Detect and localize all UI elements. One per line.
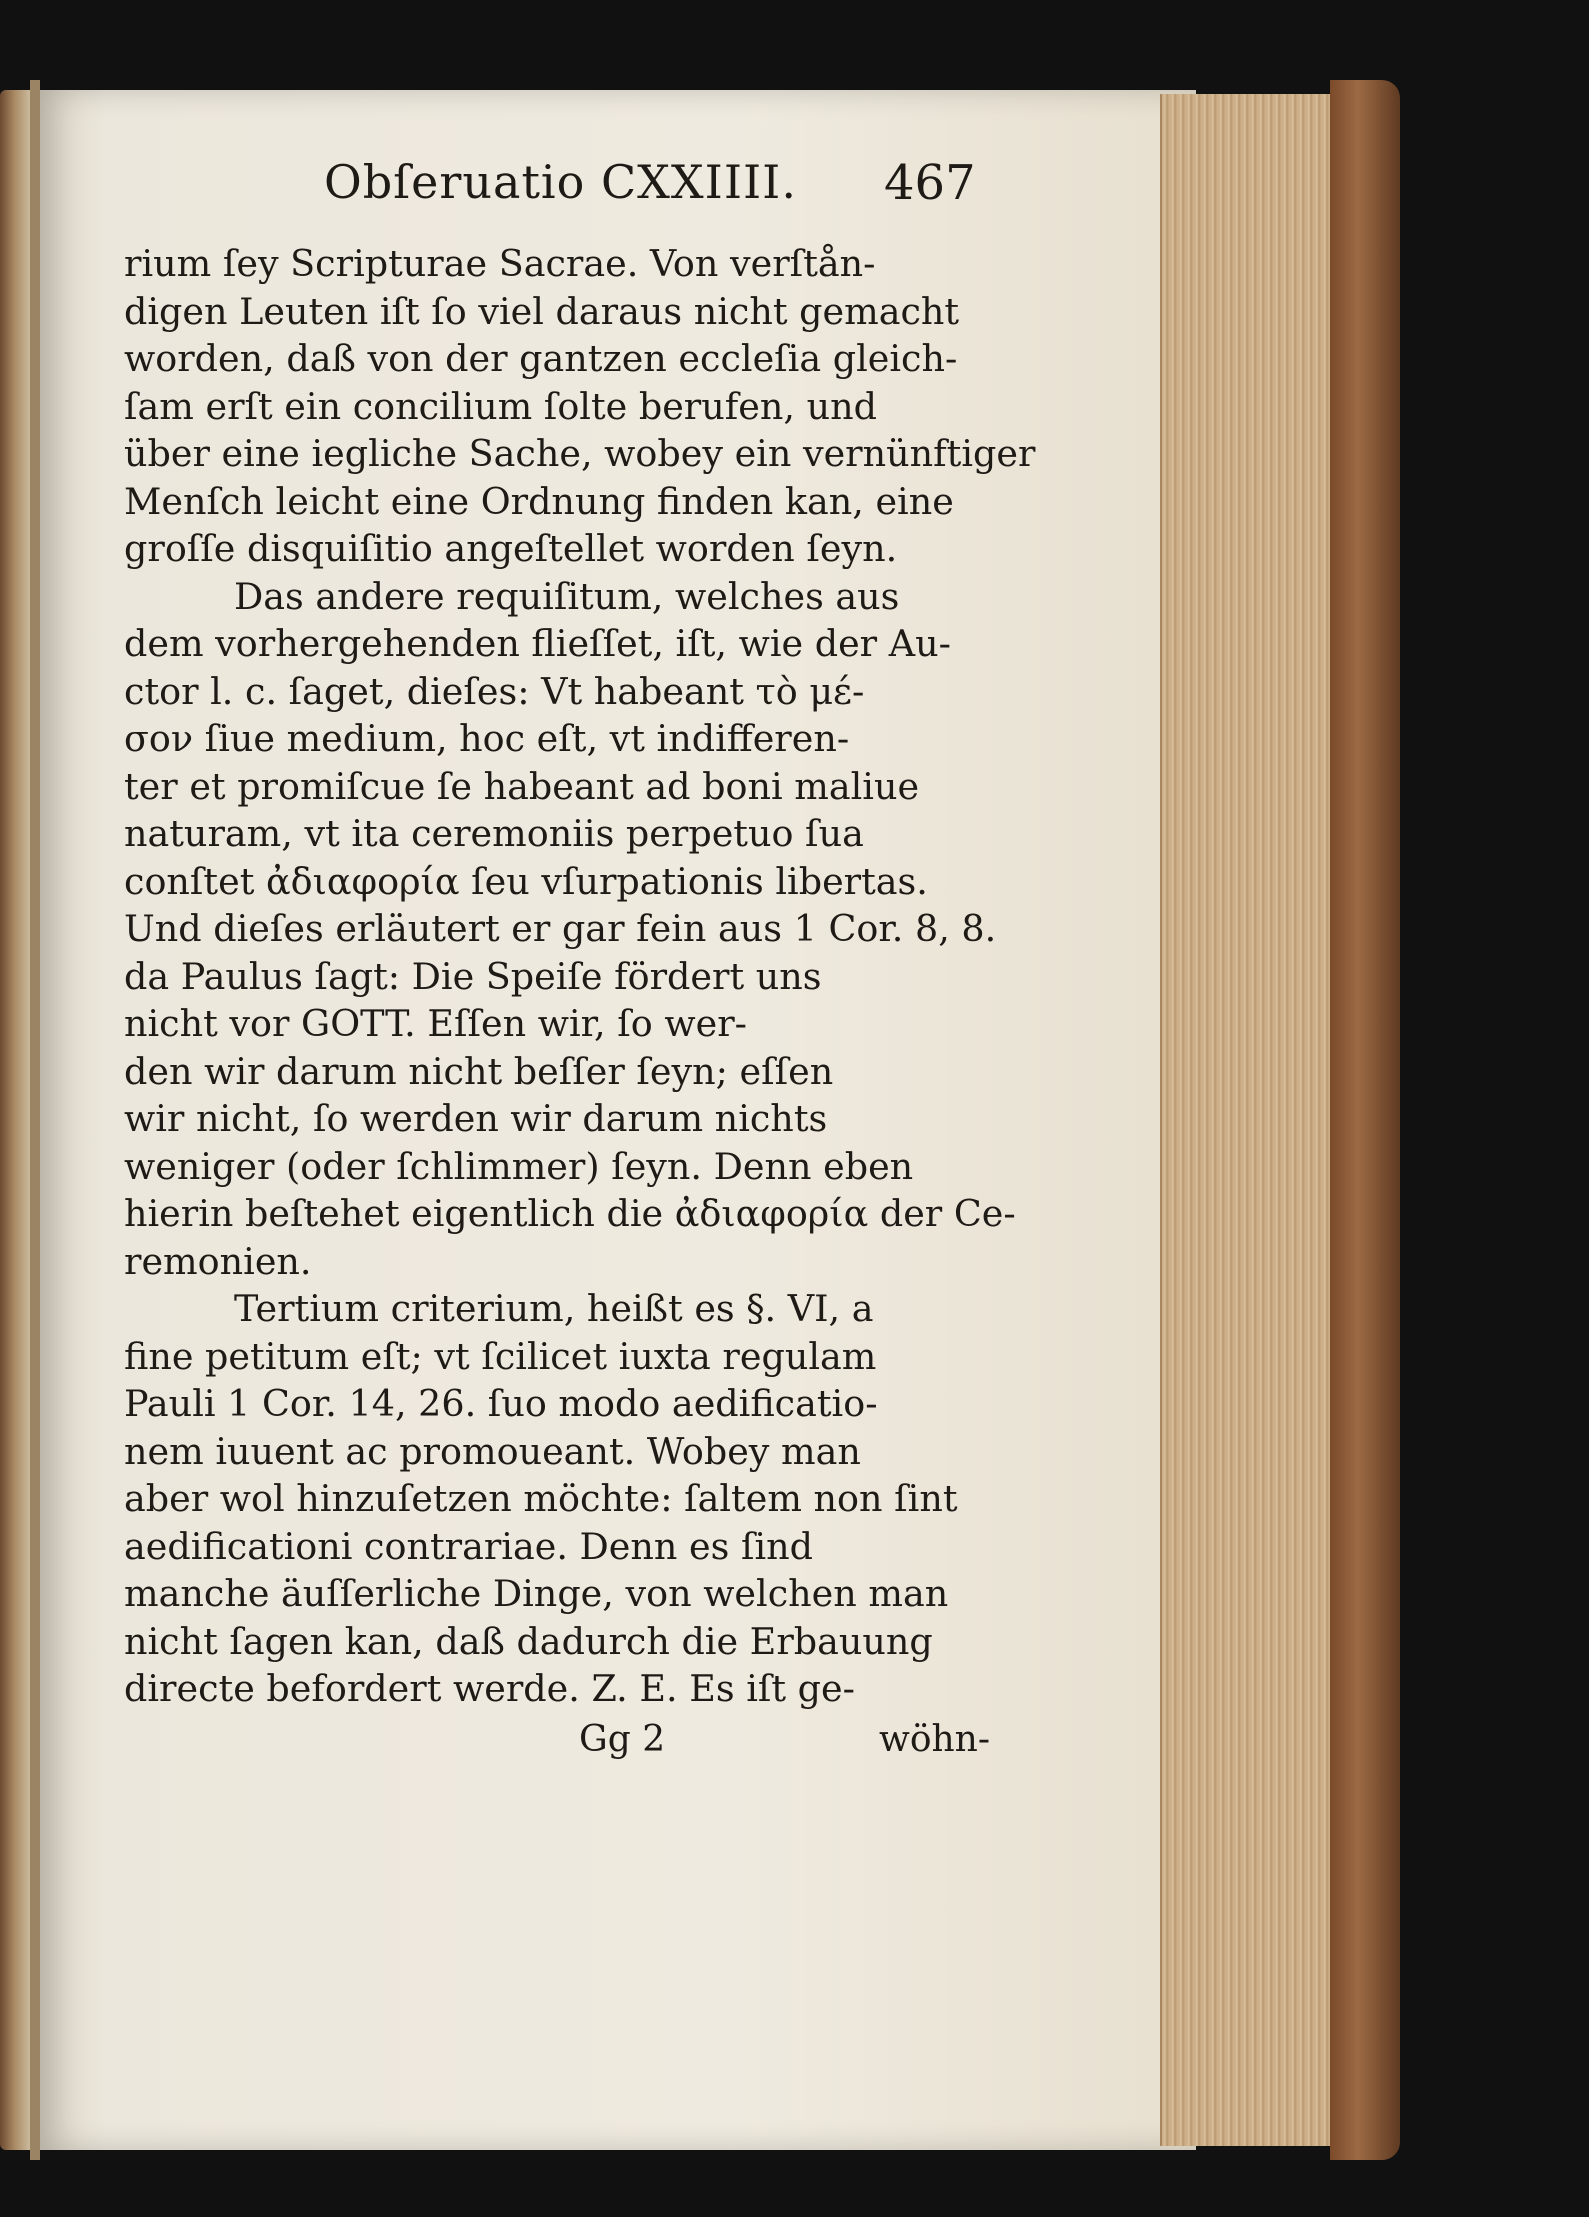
page-text-block bbox=[124, 125, 1036, 1777]
page-header bbox=[124, 125, 1004, 240]
text-line: aber wol hinzuſetzen möchte: ſaltem non ſint bbox=[124, 1477, 958, 1520]
paragraph-start-line: Tertium criterium, heißt es §. VI, a bbox=[234, 1287, 874, 1330]
text-line: digen Leuten iſt ſo viel daraus nicht gemacht bbox=[124, 289, 960, 333]
text-line: nicht ſagen kan, daß dadurch die Erbauung bbox=[124, 1619, 933, 1663]
text-line: wir nicht, ſo werden wir darum nichts bbox=[124, 1097, 828, 1140]
page-footer bbox=[124, 1717, 1004, 1777]
text-line: manche äuſſerliche Dinge, von welchen man bbox=[124, 1572, 949, 1615]
text-line: Und dieſes erläutert er gar fein aus 1 Cor. 8, 8. bbox=[124, 907, 997, 950]
text-line: Pauli 1 Cor. 14, 26. ſuo modo aedificatio- bbox=[124, 1382, 878, 1425]
text-line: ſam erſt ein concilium ſolte berufen, und bbox=[124, 384, 877, 428]
text-line: fine petitum eſt; vt ſcilicet iuxta regulam bbox=[124, 1334, 877, 1378]
leather-cover bbox=[1330, 80, 1400, 2160]
running-head: Obſeruatio CXXIIII. bbox=[324, 155, 797, 209]
text-line: σον ſiue medium, hoc eſt, vt indifferen- bbox=[124, 717, 850, 760]
text-line: über eine iegliche Sache, wobey ein vernünftiger bbox=[124, 432, 1036, 475]
page-block-fore-edge bbox=[1160, 94, 1342, 2146]
text-line: ter et promiſcue ſe habeant ad boni maliue bbox=[124, 764, 920, 808]
text-line: naturam, vt ita ceremoniis perpetuo ſua bbox=[124, 812, 864, 855]
catchword: wöhn- bbox=[879, 1718, 991, 1760]
text-line: directe befordert werde. Z. E. Es iſt ge- bbox=[124, 1667, 855, 1710]
paragraph-start-line: Das andere requiſitum, welches aus bbox=[234, 574, 900, 618]
text-line: conſtet ἀδιαφορία ſeu vſurpationis libertas. bbox=[124, 859, 928, 903]
text-line: dem vorhergehenden flieſſet, iſt, wie der Au- bbox=[124, 622, 951, 665]
text-line: nicht vor GOTT. Eſſen wir, ſo wer- bbox=[124, 1002, 747, 1045]
book-gutter bbox=[30, 80, 40, 2160]
signature-mark: Gg 2 bbox=[579, 1718, 666, 1760]
text-line: nem iuuent ac promoueant. Wobey man bbox=[124, 1429, 861, 1473]
text-line: weniger (oder ſchlimmer) ſeyn. Denn eben bbox=[124, 1144, 914, 1188]
text-line: worden, daß von der gantzen eccleſia gleich- bbox=[124, 337, 958, 380]
text-line: remonien. bbox=[124, 1239, 312, 1283]
text-line: rium ſey Scripturae Sacrae. Von verſtån- bbox=[124, 242, 876, 285]
text-line: den wir darum nicht beſſer ſeyn; eſſen bbox=[124, 1049, 834, 1093]
text-line: hierin beſtehet eigentlich die ἀδιαφορία der Ce- bbox=[124, 1192, 1016, 1235]
page-number: 467 bbox=[884, 155, 976, 211]
text-line: ctor l. c. ſaget, dieſes: Vt habeant τὸ μέ- bbox=[124, 669, 865, 713]
text-line: groſſe disquiſitio angeſtellet worden ſeyn. bbox=[124, 527, 898, 570]
text-line: Menſch leicht eine Ordnung finden kan, eine bbox=[124, 479, 954, 523]
text-line: aedificationi contrariae. Denn es ſind bbox=[124, 1524, 814, 1568]
text-line: da Paulus ſagt: Die Speiſe fördert uns bbox=[124, 954, 822, 998]
